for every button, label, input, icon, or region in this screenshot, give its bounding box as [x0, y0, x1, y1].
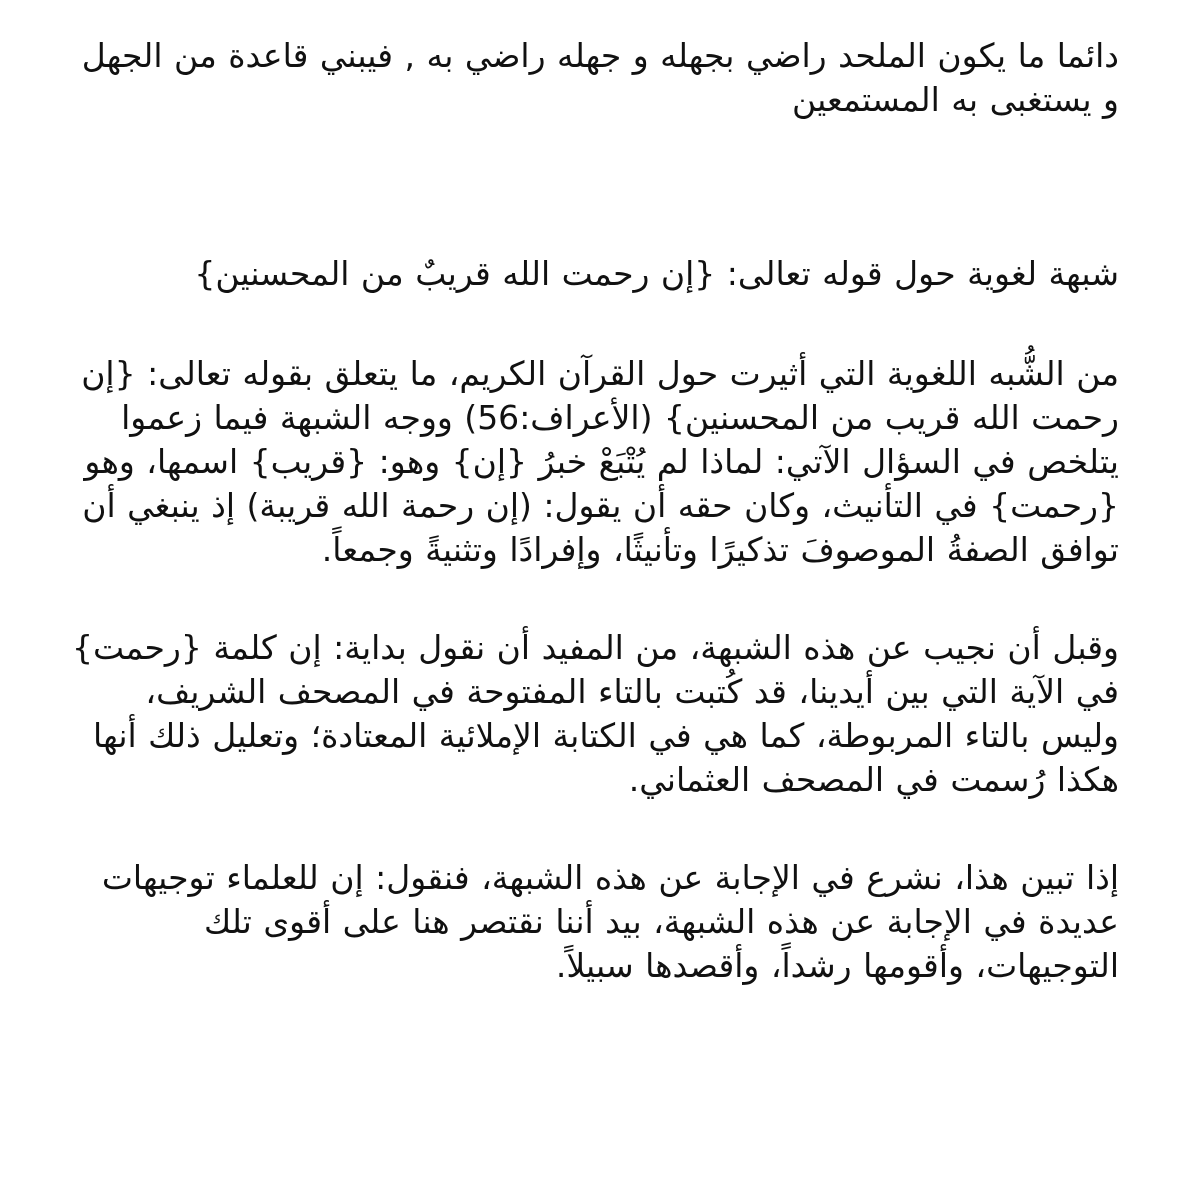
- intro-paragraph: دائما ما يكون الملحد راضي بجهله و جهله راضي به , فيبني قاعدة من الجهل و يستغبى به المستمعين: [81, 36, 1119, 119]
- body-paragraph-1: من الشُّبه اللغوية التي أثيرت حول القرآن الكريم، ما يتعلق بقوله تعالى: {إن رحمت الله قريب من المحسنين} (الأعراف:56) ووجه الشبهة فيما زعموا يتلخص في السؤال الآتي: لماذا لم يُتْبَعْ خبرُ {إن} وهو: {قريب} اسمها، وهو {رحمت} في التأنيث، وكان حقه أن يقول: (إن رحمة الله قريبة) إذ ينبغي أن توافق الصفةُ الموصوفَ تذكيرًا وتأنيثًا، وإفرادًا وتثنيةً وجمعاً.: [81, 354, 1119, 569]
- body-paragraph-3: إذا تبين هذا، نشرع في الإجابة عن هذه الشبهة، فنقول: إن للعلماء توجيهات عديدة في الإجابة عن هذه الشبهة، بيد أننا نقتصر هنا على أقوى تلك التوجيهات، وأقومها رشداً، وأقصدها سبيلاً.: [101, 858, 1119, 985]
- body-paragraph-2: وقبل أن نجيب عن هذه الشبهة، من المفيد أن نقول بداية: إن كلمة {رحمت} في الآية التي بين أيدينا، قد كُتبت بالتاء المفتوحة في المصحف الشريف، وليس بالتاء المربوطة، كما هي في الكتابة الإملائية المعتادة؛ وتعليل ذلك أنها هكذا رُسمت في المصحف العثماني.: [72, 628, 1119, 799]
- section-heading: شبهة لغوية حول قوله تعالى: {إن رحمت الله قريبٌ من المحسنين}: [194, 254, 1119, 293]
